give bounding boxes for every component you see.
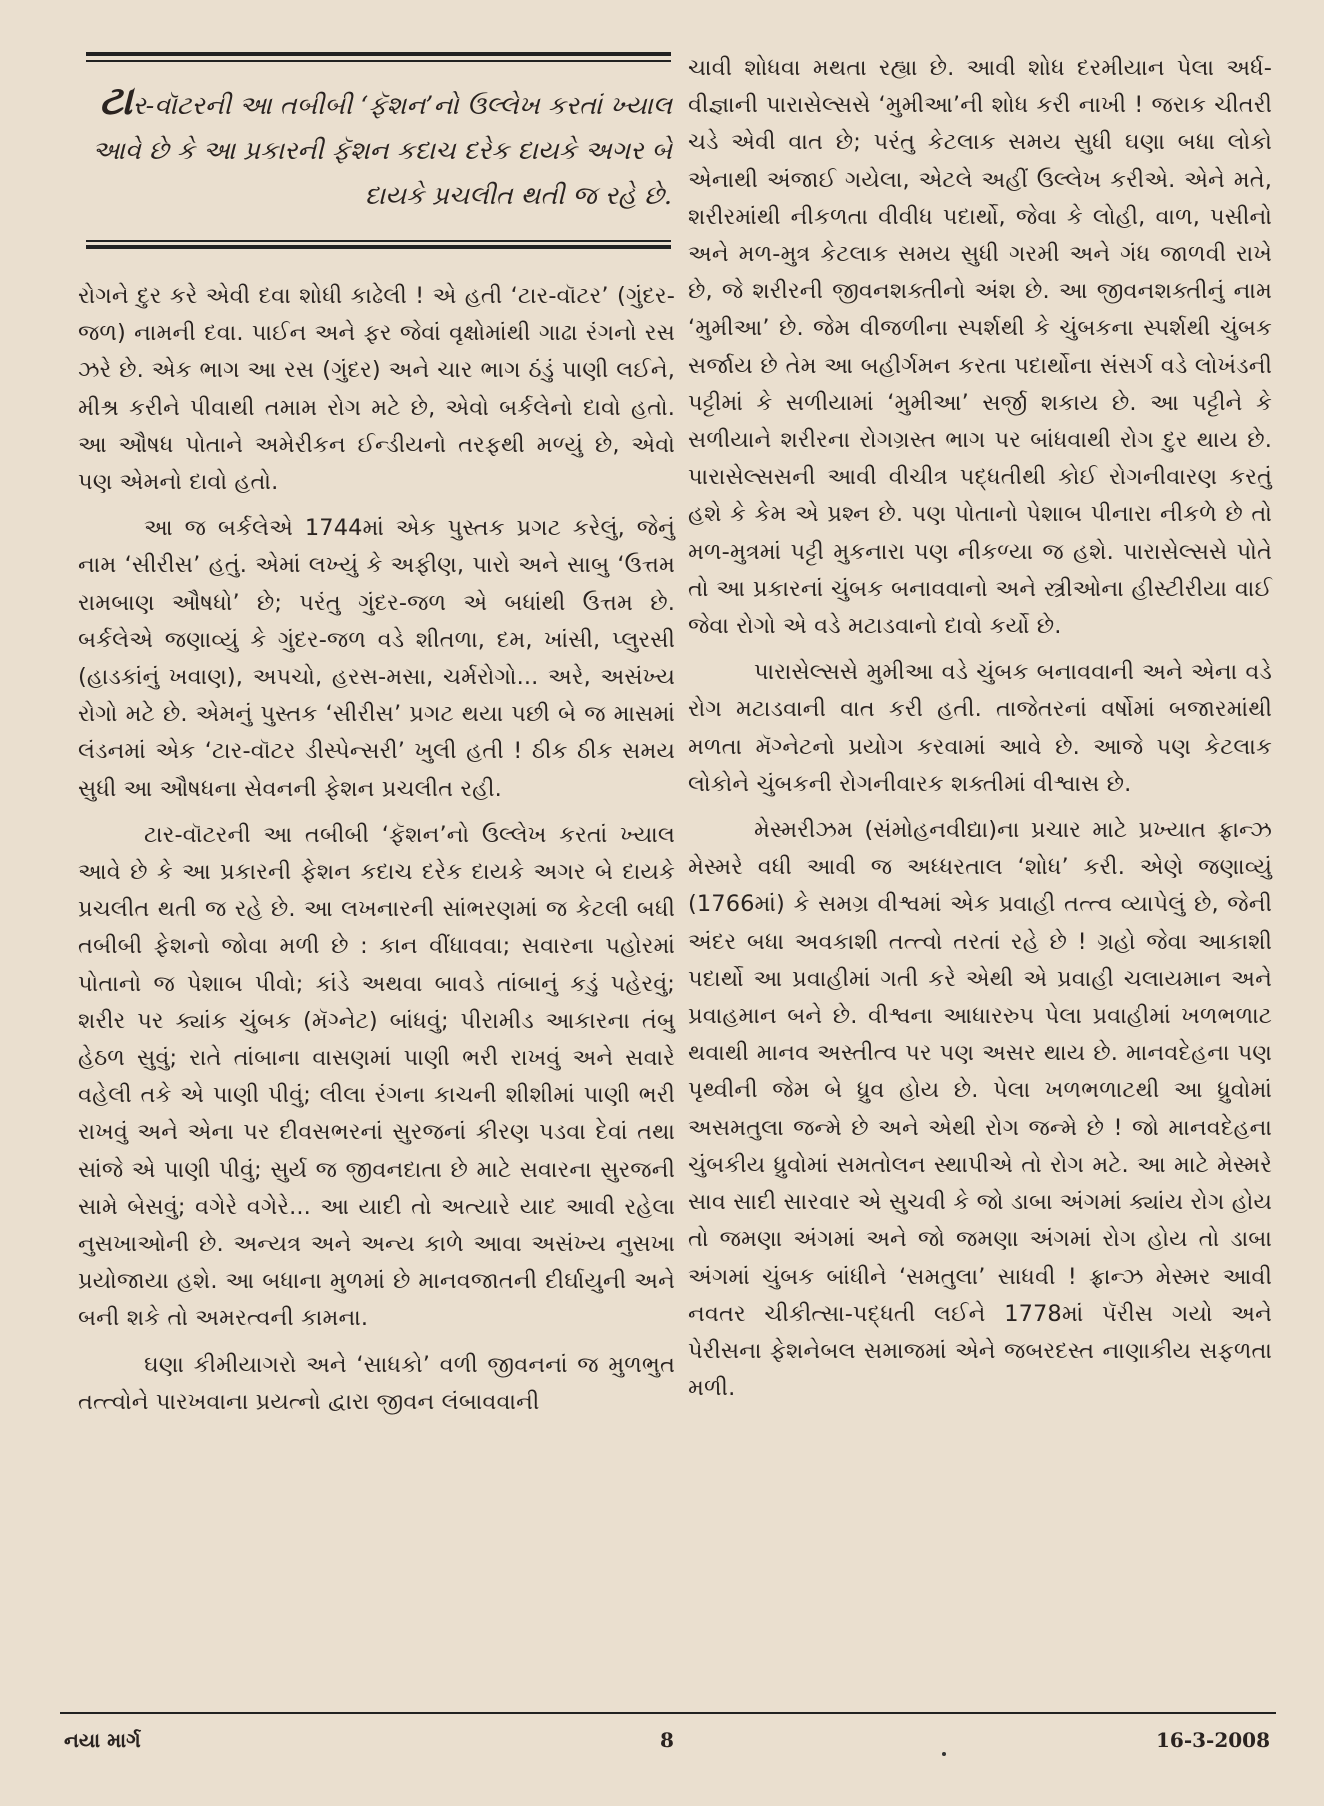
left-paragraph-1: રોગને દુર કરે એવી દવા શોધી કાઢેલી ! એ હતી ‘ટાર-વૉટર’ (ગુંદર- જળ) નામની દવા. પાઈન અને ફર જેવાં વૃક્ષોમાંથી ગાઢા રંગનો રસ ઝરે છે. એક ભાગ આ રસ (ગુંદર) અને ચાર ભાગ ઠંડું પાણી લઈને, મીશ્ર કરીને પીવાથી તમામ રોગ મટે છે, એવો બર્કલેનો દાવો હતો. આ ઔષધ પોતાને અમેરીકન ઈન્ડીયનો તરફથી મળ્યું છે, એવો પણ એમનો દાવો હતો. (78, 283, 675, 496)
right-paragraph-3: મેસ્મરીઝમ (સંમોહનવીદ્યા)ના પ્રચાર માટે પ્રખ્યાત ફ્રાન્ઝ મેસ્મરે વધી આવી જ અધ્ધરતાલ ‘શોધ’ કરી. એણે જણાવ્યું (1766માં) કે સમગ્ર વીશ્વમાં એક પ્રવાહી તત્ત્વ વ્યાપેલું છે, જેની અંદર બધા અવકાશી તત્ત્વો તરતાં રહે છે ! ગ્રહો જેવા આકાશી પદાર્થો આ પ્રવાહીમાં ગતી કરે એથી એ પ્રવાહી ચલાયમાન અને પ્રવાહમાન બને છે. વીશ્વના આધારરુપ પેલા પ્રવાહીમાં ખળભળાટ થવાથી માનવ અસ્તીત્વ પર પણ અસર થાય છે. માનવદેહના પણ પૃથ્વીની જેમ બે ધ્રુવ હોય છે. પેલા ખળભળાટથી આ ધ્રુવોમાં અસમતુલા જન્મે છે અને એથી રોગ જન્મે છે ! જો માનવદેહના ચુંબકીય ધ્રુવોમાં સમતોલન સ્થાપીએ તો રોગ મટે. આ માટે મેસ્મરે સાવ સાદી સારવાર એ સુચવી કે જો ડાબા અંગમાં ક્યાંય રોગ હોય તો જમણા અંગમાં અને જો જમણા અંગમાં રોગ હોય તો ડાબા અંગમાં ચુંબક બાંધીને ‘સમતુલા’ સાધવી ! ફ્રાન્ઝ મેસ્મર આવી નવતર ચીકીત્સા-પદ્ધતી લઈને 1778માં પૅરીસ ગયો અને પેરીસના ફેશનેબલ સમાજમાં એને જબરદસ્ત નાણાકીય સફળતા મળી. (688, 817, 1272, 1402)
left-paragraph-4: ઘણા કીમીયાગરો અને ‘સાધકો’ વળી જીવનનાં જ મુળભુત તત્ત્વોને પારખવાના પ્રયત્નો દ્વારા જીવન લંબાવવાની (78, 1351, 675, 1415)
left-column (78, 278, 675, 1421)
footer-date: 16-3-2008 (1156, 1728, 1271, 1752)
pull-quote-dropcap: ટા (99, 77, 133, 124)
right-column (688, 50, 1272, 1407)
pull-quote-text: ર-વૉટરની આ તબીબી ‘ફૅશન’નો ઉલ્લેખ કરતાં ખ્યાલ આવે છે કે આ પ્રકારની ફૅશન કદાચ દરેક દાયકે અગર બે દાયકે પ્રચલીત થતી જ રહે છે. (92, 91, 672, 211)
footer-rule (60, 1712, 1276, 1714)
right-paragraph-2: પારાસેલ્સસે મુમીઆ વડે ચુંબક બનાવવાની અને એના વડે રોગ મટાડવાની વાત કરી હતી. તાજેતરનાં વર્ષોમાં બજારમાંથી મળતા મૅગ્નેટનો પ્રયોગ કરવામાં આવે છે. આજે પણ કેટલાક લોકોને ચુંબકની રોગનીવારક શક્તીમાં વીશ્વાસ છે. (688, 659, 1272, 797)
left-paragraph-3: ટાર-વૉટરની આ તબીબી ‘ફૅશન’નો ઉલ્લેખ કરતાં ખ્યાલ આવે છે કે આ પ્રકારની ફેશન કદાચ દરેક દાયકે અગર બે દાયકે પ્રચલીત થતી જ રહે છે. આ લખનારની સાંભરણમાં જ કેટલી બધી તબીબી ફેશનો જોવા મળી છે : કાન વીંધાવવા; સવારના પહોરમાં પોતાનો જ પેશાબ પીવો; કાંડે અથવા બાવડે તાંબાનું કડું પહેરવું; શરીર પર ક્યાંક ચુંબક (મૅગ્નેટ) બાંધવું; પીરામીડ આકારના તંબુ હેઠળ સુવું; રાતે તાંબાના વાસણમાં પાણી ભરી રાખવું અને સવારે વહેલી તકે એ પાણી પીવું; લીલા રંગના કાચની શીશીમાં પાણી ભરી રાખવું અને એના પર દીવસભરનાં સુરજનાં કીરણ પડવા દેવાં તથા સાંજે એ પાણી પીવું; સુર્ય જ જીવનદાતા છે માટે સવારના સુરજની સામે બેસવું; વગેરે વગેરે... આ યાદી તો અત્યારે યાદ આવી રહેલા નુસખાઓની છે. અન્યત્ર અને અન્ય કાળે આવા અસંખ્ય નુસખા પ્રયોજાયા હશે. આ બધાના મુળમાં છે માનવજાતની દીર્ઘાયુની અને બની શકે તો અમરત્વની કામના. (78, 821, 675, 1332)
pull-quote-bottom-rule-thin (86, 240, 671, 242)
right-paragraph-1: ચાવી શોધવા મથતા રહ્યા છે. આવી શોધ દરમીયાન પેલા અર્ધ-વીજ્ઞાની પારાસેલ્સસે ‘મુમીઆ’ની શોધ કરી નાખી ! જરાક ચીતરી ચડે એવી વાત છે; પરંતુ કેટલાક સમય સુધી ઘણા બધા લોકો એનાથી અંજાઈ ગયેલા, એટલે અહીં ઉલ્લેખ કરીએ. એને મતે, શરીરમાંથી નીકળતા વીવીધ પદાર્થો, જેવા કે લોહી, વાળ, પસીનો અને મળ-મુત્ર કેટલાક સમય સુધી ગરમી અને ગંધ જાળવી રાખે છે, જે શરીરની જીવનશક્તીનો અંશ છે. આ જીવનશક્તીનું નામ ‘મુમીઆ’ છે. જેમ વીજળીના સ્પર્શથી કે ચુંબકના સ્પર્શથી ચુંબક સર્જાય છે તેમ આ બહીર્ગમન કરતા પદાર્થોના સંસર્ગ વડે લોખંડની પટ્ટીમાં કે સળીયામાં ‘મુમીઆ’ સર્જી શકાય છે. આ પટ્ટીને કે સળીયાને શરીરના રોગગ્રસ્ત ભાગ પર બાંધવાથી રોગ દુર થાય છે. પારાસેલ્સસની આવી વીચીત્ર પદ્ધતીથી કોઈ રોગનીવારણ કરતું હશે કે કેમ એ પ્રશ્ન છે. પણ પોતાનો પેશાબ પીનારા નીકળે છે તો મળ-મુત્રમાં પટ્ટી મુકનારા પણ નીકળ્યા જ હશે. પારાસેલ્સસે પોતે તો આ પ્રકારનાં ચુંબક બનાવવાનો અને સ્ત્રીઓના હીસ્ટીરીયા વાઈ જેવા રોગો એ વડે મટાડવાનો દાવો કર્યો છે. (688, 55, 1272, 640)
footer-publication: નયા માર્ગ (64, 1728, 141, 1752)
pull-quote-top-rule-thin (86, 60, 671, 62)
left-paragraph-2: આ જ બર્કલેએ 1744માં એક પુસ્તક પ્રગટ કરેલું, જેનું નામ ‘સીરીસ’ હતું. એમાં લખ્યું કે અફીણ, પારો અને સાબુ ‘ઉત્તમ રામબાણ ઔષધો’ છે; પરંતુ ગુંદર-જળ એ બધાંથી ઉત્તમ છે. બર્કલેએ જણાવ્યું કે ગુંદર-જળ વડે શીતળા, દમ, ખાંસી, પ્લુરસી (હાડકાંનું ખવાણ), અપચો, હરસ-મસા, ચર્મરોગો... અરે, અસંખ્ય રોગો મટે છે. એમનું પુસ્તક ‘સીરીસ’ પ્રગટ થયા પછી બે જ માસમાં લંડનમાં એક ‘ટાર-વૉટર ડીસ્પેન્સરી’ ખુલી હતી ! ઠીક ઠીક સમય સુધી આ ઔષધના સેવનની ફેશન પ્રચલીત રહી. (78, 515, 675, 802)
pull-quote (82, 78, 672, 219)
footer-dot (942, 1752, 946, 1756)
pull-quote-bottom-rule (86, 245, 671, 249)
footer-page-number: 8 (660, 1728, 674, 1752)
pull-quote-top-rule (86, 52, 671, 56)
